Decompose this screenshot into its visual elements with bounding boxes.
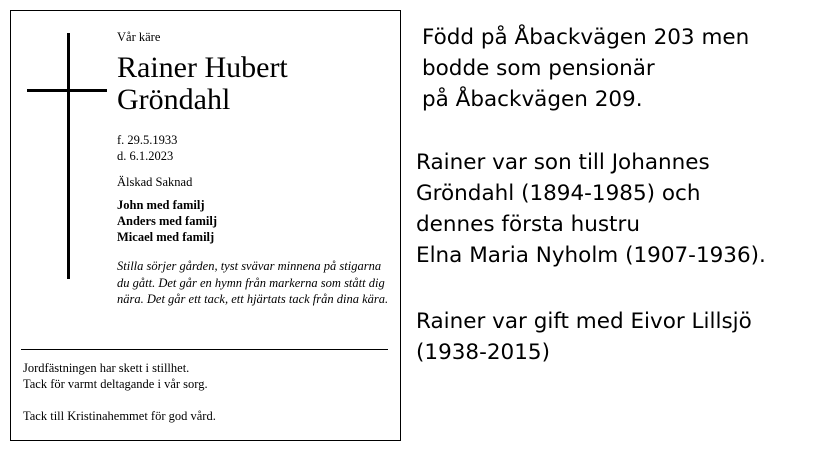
note-line: dennes första hustru	[416, 212, 640, 237]
note-line: (1938-2015)	[416, 340, 550, 365]
family-list	[117, 197, 217, 245]
note-paragraph-parents	[416, 147, 766, 271]
deceased-name-line2: Gröndahl	[117, 83, 231, 116]
deceased-name	[117, 52, 288, 116]
care-thanks-note: Tack till Kristinahemmet för god vård.	[23, 409, 216, 423]
family-member: John med familj	[117, 198, 205, 212]
deceased-name-line1: Rainer Hubert	[117, 51, 288, 84]
birth-date: f. 29.5.1933	[117, 133, 178, 147]
memorial-poem: Stilla sörjer gården, tyst svävar minnena på stigarna du gått. Det går en hymn från markerna som stått dig nära. Det går ett tack, ett hjärtats tack från dina kära.	[117, 259, 389, 306]
note-line: Gröndahl (1894-1985) och	[416, 181, 701, 206]
family-member: Micael med familj	[117, 230, 215, 244]
notice-footer	[23, 360, 216, 424]
note-line: bodde som pensionär	[422, 56, 655, 81]
funeral-note: Jordfästningen har skett i stillhet.	[23, 361, 190, 375]
obituary-intro: Vår käre	[117, 30, 161, 44]
note-paragraph-spouse	[416, 306, 752, 368]
family-member: Anders med familj	[117, 214, 217, 228]
cross-icon	[67, 33, 70, 279]
cross-icon-crossbar	[27, 89, 107, 92]
obituary-notice	[10, 10, 401, 441]
missed-text: Älskad Saknad	[117, 175, 193, 189]
note-line: på Åbackvägen 209.	[422, 87, 643, 112]
note-line: Rainer var son till Johannes	[416, 150, 710, 175]
thanks-note: Tack för varmt deltagande i vår sorg.	[23, 377, 208, 391]
life-dates	[117, 132, 177, 164]
divider	[21, 349, 388, 350]
note-line: Rainer var gift med Eivor Lillsjö	[416, 309, 752, 334]
note-paragraph-residence	[422, 22, 749, 115]
note-line: Född på Åbackvägen 203 men	[422, 25, 750, 50]
note-line: Elna Maria Nyholm (1907-1936).	[416, 243, 766, 268]
death-date: d. 6.1.2023	[117, 149, 174, 163]
